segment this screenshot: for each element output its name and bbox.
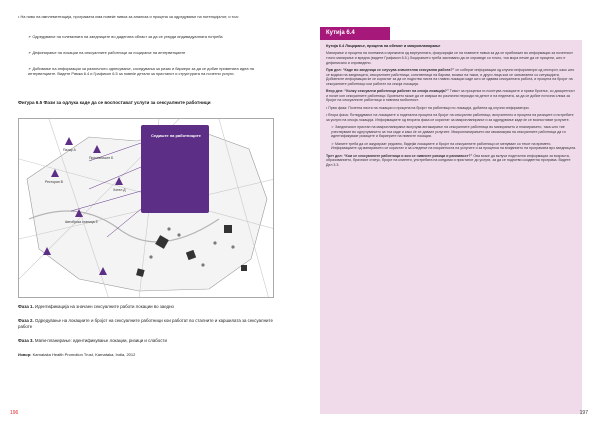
phase-2: Фаза 2. Одредување на локациите и бројот на сексуалните работници кои работат во сталните и каршилата за сексуалните работе — [18, 318, 273, 329]
intro-bullet: • На ниво на имплементација, програмата има повеќе нивоа за анализа и процена за одредување на потенцијалот, и тоа: — [18, 14, 239, 19]
box-paragraph: Втор дел: “Колку сексуални работници работат на секоја локација?” Тимот за проценка ги посетува локациите и прави броење, со дискретност и почит кон сексуалните работници. Броењето може да се изврши во различни периоди на денот и на неделата, за да се добие поточна слика за бројот на сексуалните работници и нивната мобилност. — [326, 89, 575, 103]
box-title: Кутија 6.4 — [320, 27, 390, 40]
map-illustration — [19, 119, 274, 298]
location-label: Ресторан В — [45, 180, 63, 184]
box-paragraph: • Прва фаза: Почетна листа на локации и процена на бројот на работници по локација, добиена од клучни информатори. — [326, 105, 530, 110]
source-note: Извор: Karnataka Health Promotion Trust, Karnataka, India, 2012 — [18, 352, 136, 357]
location-label: Хотел Д — [113, 188, 126, 192]
box-paragraph: ➢ Мапите треба да се ажурираат редовно, бидејќи локациите и бројот на сексуалните работници се менуваат со текот на времето. Информациите од мапирањето се користат и за следење на покриеноста на услугите и за проценка на влијанието на програмата врз заедницата. — [331, 141, 576, 151]
location-label: Пристаниште Б — [89, 156, 114, 160]
phase-3: Фаза 3. Мапи-планирање: идентификување локации, ризици и слабости — [18, 338, 167, 343]
figure-map — [18, 118, 274, 298]
location-label: Пазар А — [63, 148, 76, 152]
box-paragraph: Трет дел: “Кои се сексуалните работници и кои се нивните ризици и ранливост?” Ова може да вклучи подетални информации за возраста, образованието, брачниот статус, бројот на клиенти, употребата на кондоми и пристапот до услуги, за да се подготви соодветна програма. Видете Дел 3.3. — [326, 153, 571, 167]
box-paragraph: Прв дел: “Каде во заедница се случува значителна сексуална работа?” се соберат информации од клучни информатори од секторот, како што се водачи на заедницата, сексуалните работници, сопственици на барови, возачи на такси, и други лица кои се запознаени со ситуацијата. Добиените информации ќе се користат за да се подготви листа на главни локации каде што се одвива сексуалната работа, и процена на бројот на сексуалните работници кои работат на секоја локација. — [326, 67, 575, 86]
bullet-item: ➢ Одредување на големината на заедниците во дадената област за да се утврди индивидуалната потреба — [28, 34, 223, 39]
box-paragraph: • Втора фаза: Потврдување на локациите и подетална процена на бројот на сексуални работници, вклучително и процена на ризиците и потребите за услуги на секоја локација. Информациите од втората фаза се користат за микропланирање и за одредување каде ќе се воспостават услугите. — [326, 113, 574, 122]
bullet-item: ➢ Дефинирање на локации на сексуалните работници за лоцирање на интервенциите — [28, 50, 186, 55]
figure-title: Фигура 6.5 Фази за одлука каде да се воспостават услуги за сексуалните работници — [18, 100, 211, 105]
box-paragraph: Мапирање и процена на големина и мрежната од виртуелната, фокусирајќи се на главните нивоа за да се приближат во информации за почетниот точно мапирање и вредна (видете Графикон 6.5.) Лоцирањето треба засновано да се спроведе со точно, тоа мора нечие да се прицени, што е дефинисано и спроведено. — [326, 51, 573, 65]
purple-region — [141, 125, 209, 213]
box-heading: Кутија 6.4 Лоцирање, процена на обемот и микропланирање — [326, 44, 441, 48]
page-number-left: 196 — [10, 410, 19, 416]
page-number-right: 197 — [579, 410, 588, 416]
box-content — [320, 40, 582, 414]
figure-label: Седиште на работниците — [151, 133, 201, 138]
bullet-item: ➢ Добивање на информации за различното однесување, соседувања за ризик и бариери за да се добие примената идеа на интервенциите. Видете Рамка 6.4 и Графикон 6.5 за повеќе детали за пристапот и структурата на почетни услуги. — [28, 66, 254, 77]
phase-1: Фаза 1. Идентификација на значаен сексуалните работи локации во заедно — [18, 304, 174, 309]
location-label: Автобуска станица Е — [65, 220, 98, 224]
box-paragraph: ➢ Заедничкиот пристап на микропланирање вклучува ангажирање на сексуалните работници во мапирањето и планирањето, така што тие учествуваат во одлучувањето за тоа каде и како ќе се даваат услугите. Микропланирањето им овозможува на сексуалните работници да ги идентификуваат ризиците и бариерите на нивните локации. — [331, 125, 566, 139]
